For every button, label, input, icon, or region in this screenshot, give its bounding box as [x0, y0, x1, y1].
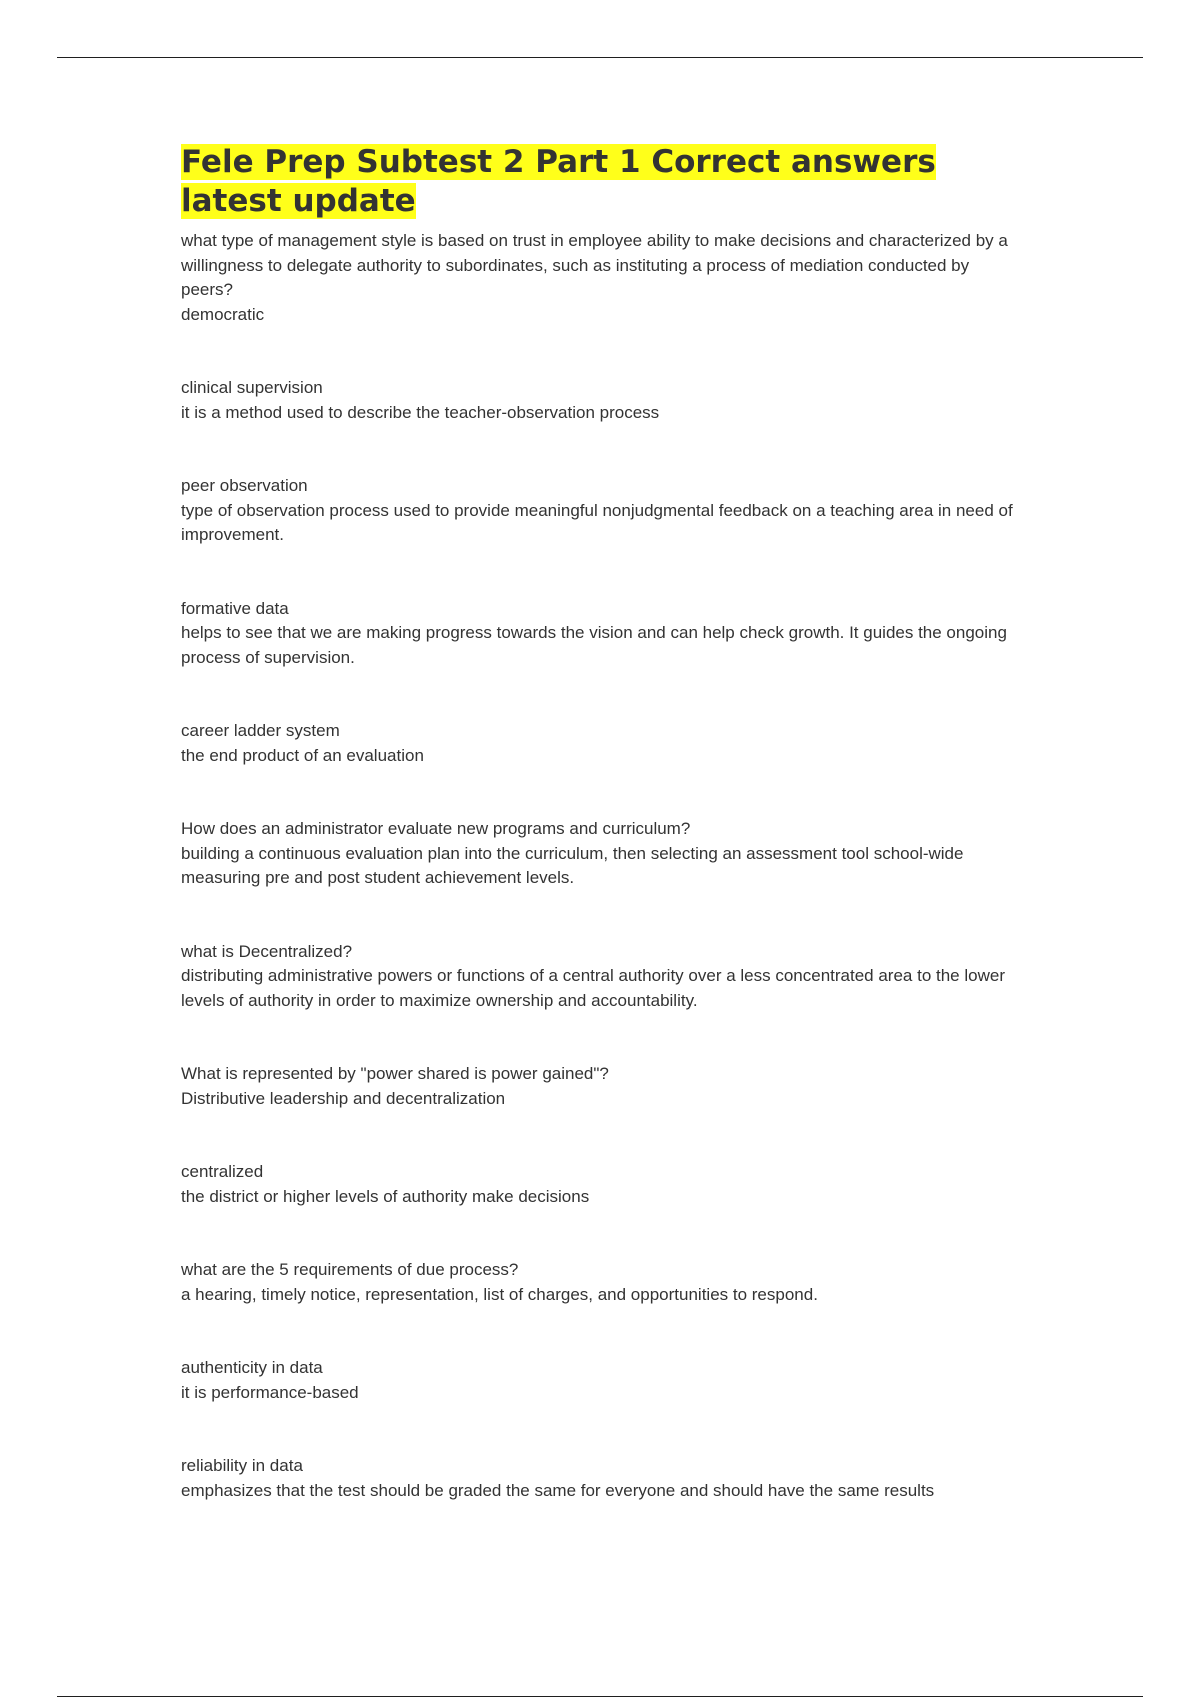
qa-answer: it is a method used to describe the teacher-observation process: [181, 402, 660, 422]
qa-question: How does an administrator evaluate new programs and curriculum?: [181, 819, 691, 838]
document-title-highlight: Fele Prep Subtest 2 Part 1 Correct answers latest update: [181, 144, 936, 219]
qa-answer: it is performance-based: [181, 1382, 359, 1402]
qa-question: reliability in data: [181, 1456, 303, 1475]
document-title: [181, 143, 1021, 221]
qa-answer: helps to see that we are making progress towards the vision and can help check growth. It guides the ongoing process of supervision.: [181, 623, 1007, 667]
header-rule: [57, 57, 1143, 58]
qa-entry: [181, 1356, 1021, 1405]
qa-question: formative data: [181, 598, 289, 618]
qa-question: clinical supervision: [181, 378, 323, 397]
qa-entry: [181, 1160, 1021, 1209]
qa-entry: [181, 719, 1021, 768]
qa-entry: [181, 940, 1021, 1014]
qa-entry: [181, 597, 1021, 671]
qa-answer: the district or higher levels of authority make decisions: [181, 1186, 590, 1206]
qa-answer: distributing administrative powers or functions of a central authority over a less concentrated area to the lower levels of authority in order to maximize ownership and accountability.: [181, 966, 1005, 1010]
qa-question: What is represented by "power shared is power gained"?: [181, 1064, 609, 1083]
qa-question: what is Decentralized?: [181, 941, 353, 961]
qa-answer: emphasizes that the test should be graded the same for everyone and should have the same results: [181, 1480, 935, 1500]
qa-answer: type of observation process used to provide meaningful nonjudgmental feedback on a teaching area in need of improvement.: [181, 500, 1013, 544]
qa-question: what type of management style is based on trust in employee ability to make decisions and characterized by a willingness to delegate authority to subordinates, such as instituting a process of mediation conducted by peers?: [181, 231, 1008, 299]
qa-answer: democratic: [181, 304, 265, 324]
qa-entry: [181, 817, 1021, 891]
qa-entry: [181, 229, 1021, 327]
qa-answer: building a continuous evaluation plan into the curriculum, then selecting an assessment tool school-wide measuring pre and post student achievement levels.: [181, 843, 964, 887]
qa-question: authenticity in data: [181, 1358, 323, 1377]
qa-question: what are the 5 requirements of due process?: [181, 1260, 519, 1279]
qa-entry: [181, 1062, 1021, 1111]
qa-answer: a hearing, timely notice, representation, list of charges, and opportunities to respond.: [181, 1284, 818, 1304]
qa-entry: [181, 1258, 1021, 1307]
qa-entry: [181, 376, 1021, 425]
qa-answer: Distributive leadership and decentralization: [181, 1088, 506, 1108]
qa-question: centralized: [181, 1162, 264, 1181]
document-body: [181, 143, 1021, 1503]
footer-rule: [57, 1696, 1143, 1697]
qa-question: career ladder system: [181, 721, 340, 740]
qa-answer: the end product of an evaluation: [181, 745, 424, 765]
qa-entry: [181, 474, 1021, 548]
qa-question: peer observation: [181, 476, 308, 495]
qa-entry: [181, 1454, 1021, 1503]
